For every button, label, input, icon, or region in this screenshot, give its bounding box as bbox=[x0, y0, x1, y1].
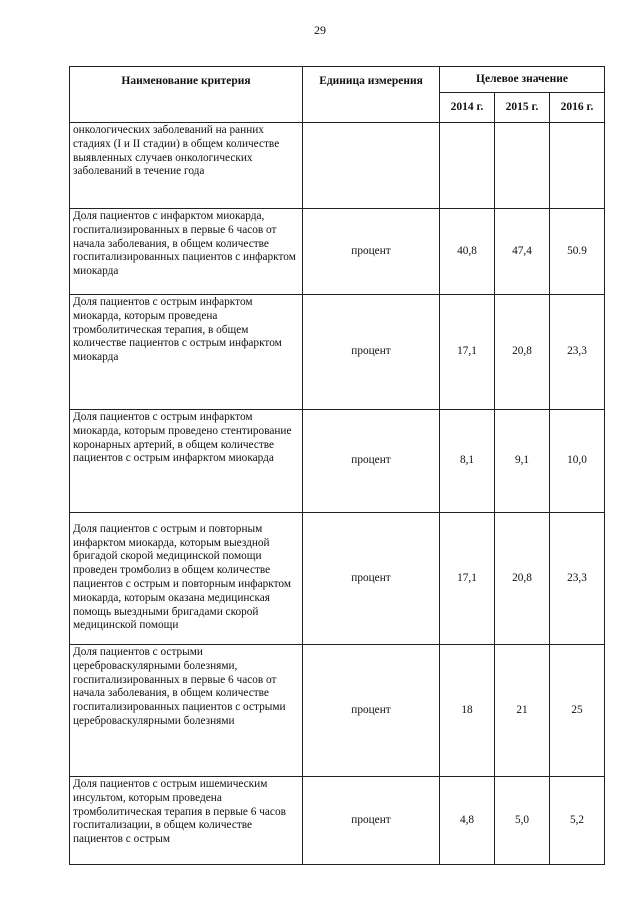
table-row bbox=[70, 410, 605, 513]
header-unit: Единица измерения bbox=[303, 67, 440, 123]
value-2014: 4,8 bbox=[440, 777, 495, 865]
criterion-name: Доля пациентов с острым инфарктом миокарда, которым проведено стентирование коронарных артерий, в общем количестве пациентов с острым инфарктом миокарда bbox=[70, 410, 303, 513]
criterion-name: Доля пациентов с острыми цереброваскулярными болезнями, госпитализированных в первые 6 часов от начала заболевания, в общем количестве госпитализированных пациентов с острыми цереброваскулярными болезнями bbox=[70, 645, 303, 777]
value-2014: 8,1 bbox=[440, 410, 495, 513]
page-number: 29 bbox=[314, 23, 326, 37]
value-2015: 5,0 bbox=[495, 777, 550, 865]
unit-cell: процент bbox=[303, 410, 440, 513]
value-2014: 17,1 bbox=[440, 295, 495, 410]
criterion-name: Доля пациентов с острым и повторным инфарктом миокарда, которым выездной бригадой скорой медицинской помощи проведен тромболиз в общем количестве пациентов с острым и повторным инфарктом миокарда, которым оказана медицинская помощь выездными бригадами скорой медицинской помощи bbox=[70, 513, 303, 645]
value-2016 bbox=[550, 123, 605, 209]
value-2015 bbox=[495, 123, 550, 209]
criterion-name: онкологических заболеваний на ранних стадиях (I и II стадии) в общем количестве выявленных случаев онкологических заболеваний в течение года bbox=[70, 123, 303, 209]
criterion-name: Доля пациентов с инфарктом миокарда, госпитализированных в первые 6 часов от начала заболевания, в общем количестве госпитализированных пациентов с инфарктом миокарда bbox=[70, 209, 303, 295]
value-2014: 40,8 bbox=[440, 209, 495, 295]
unit-cell bbox=[303, 123, 440, 209]
unit-cell: процент bbox=[303, 209, 440, 295]
criterion-name: Доля пациентов с острым ишемическим инсультом, которым проведена тромболитическая терапия в первые 6 часов госпитализации, в общем количестве пациентов с острым bbox=[70, 777, 303, 865]
value-2016: 25 bbox=[550, 645, 605, 777]
table-row bbox=[70, 645, 605, 777]
criterion-name: Доля пациентов с острым инфарктом миокарда, которым проведена тромболитическая терапия, в общем количестве пациентов с острым инфарктом миокарда bbox=[70, 295, 303, 410]
value-2014 bbox=[440, 123, 495, 209]
unit-cell: процент bbox=[303, 645, 440, 777]
value-2014: 17,1 bbox=[440, 513, 495, 645]
table-row bbox=[70, 777, 605, 865]
value-2016: 5,2 bbox=[550, 777, 605, 865]
unit-cell: процент bbox=[303, 777, 440, 865]
value-2016: 10,0 bbox=[550, 410, 605, 513]
value-2015: 21 bbox=[495, 645, 550, 777]
header-year-2015: 2015 г. bbox=[495, 93, 550, 123]
table-row bbox=[70, 513, 605, 645]
header-year-2016: 2016 г. bbox=[550, 93, 605, 123]
unit-cell: процент bbox=[303, 295, 440, 410]
value-2016: 50.9 bbox=[550, 209, 605, 295]
value-2016: 23,3 bbox=[550, 513, 605, 645]
header-criterion: Наименование критерия bbox=[70, 67, 303, 123]
table-row bbox=[70, 209, 605, 295]
value-2015: 20,8 bbox=[495, 295, 550, 410]
criteria-table bbox=[69, 66, 605, 865]
value-2016: 23,3 bbox=[550, 295, 605, 410]
table-row bbox=[70, 295, 605, 410]
value-2015: 20,8 bbox=[495, 513, 550, 645]
unit-cell: процент bbox=[303, 513, 440, 645]
table-row bbox=[70, 123, 605, 209]
header-year-2014: 2014 г. bbox=[440, 93, 495, 123]
value-2014: 18 bbox=[440, 645, 495, 777]
value-2015: 9,1 bbox=[495, 410, 550, 513]
header-target: Целевое значение bbox=[440, 67, 605, 93]
value-2015: 47,4 bbox=[495, 209, 550, 295]
